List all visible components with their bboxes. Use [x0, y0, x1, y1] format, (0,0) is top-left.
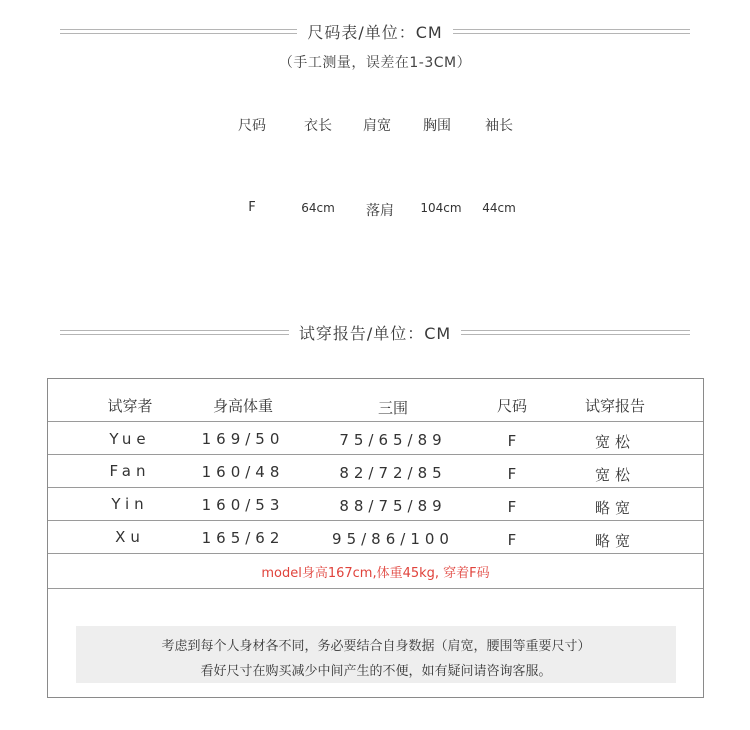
- row-divider: [48, 421, 703, 422]
- body-measurements: 75/65/89: [339, 431, 447, 449]
- model-note: model身高167cm,体重45kg, 穿着F码: [261, 566, 490, 581]
- size: F: [507, 531, 517, 549]
- trial-report-header: [60, 320, 690, 344]
- row-divider: [48, 487, 703, 488]
- size-chart-title: 尺码表/单位：CM: [307, 22, 443, 42]
- tester-name: Yue: [109, 430, 151, 448]
- height-weight: 165/62: [201, 529, 285, 547]
- chest-col-header: 胸围: [423, 118, 451, 134]
- body-measurements: 95/86/100: [332, 530, 454, 548]
- sizing-advice-line-2: 看好尺寸在购买减少中间产生的不便，如有疑问请咨询客服。: [200, 664, 552, 679]
- length-col-header: 衣长: [304, 118, 332, 134]
- chest-value: 104cm: [420, 201, 462, 215]
- size-chart-header: [60, 19, 690, 43]
- size-col-header: 尺码: [496, 397, 527, 415]
- divider-left: [60, 29, 297, 34]
- row-divider: [48, 520, 703, 521]
- size: F: [507, 498, 517, 516]
- row-divider: [48, 454, 703, 455]
- shoulder-col-header: 肩宽: [363, 118, 391, 134]
- size-value: F: [248, 200, 256, 215]
- size: F: [507, 465, 517, 483]
- sleeve-value: 44cm: [482, 201, 516, 215]
- length-value: 64cm: [301, 201, 335, 215]
- row-divider: [48, 553, 703, 554]
- height-weight: 160/48: [201, 463, 285, 481]
- fit-report: 略宽: [594, 532, 635, 550]
- body-measurements: 82/72/85: [339, 464, 447, 482]
- shoulder-value: 落肩: [366, 203, 394, 219]
- size-col-header: 尺码: [238, 118, 266, 134]
- divider-left: [60, 330, 289, 335]
- tester-name: Yin: [111, 495, 149, 513]
- tester-name: Fan: [109, 462, 151, 480]
- tester-col-header: 试穿者: [107, 397, 153, 415]
- trial-report-title: 试穿报告/单位：CM: [298, 323, 452, 343]
- measurements-col-header: 三围: [377, 399, 408, 417]
- sizing-advice-box: [76, 626, 676, 683]
- row-divider: [48, 588, 703, 589]
- divider-right: [453, 29, 690, 34]
- fit-report: 宽松: [594, 466, 635, 484]
- height-weight-col-header: 身高体重: [212, 397, 273, 415]
- fit-report: 略宽: [594, 499, 635, 517]
- size: F: [507, 432, 517, 450]
- height-weight: 169/50: [201, 430, 285, 448]
- report-col-header: 试穿报告: [584, 397, 645, 415]
- fit-report: 宽松: [594, 433, 635, 451]
- sizing-advice-line-1: 考虑到每个人身材各不同，务必要结合自身数据（肩宽，腰围等重要尺寸）: [161, 639, 591, 654]
- sleeve-col-header: 袖长: [485, 118, 513, 134]
- height-weight: 160/53: [201, 496, 285, 514]
- trial-report-table: [47, 378, 704, 698]
- body-measurements: 88/75/89: [339, 497, 447, 515]
- tester-name: Xu: [115, 528, 145, 546]
- divider-right: [461, 330, 690, 335]
- measurement-note: （手工测量，误差在1-3CM）: [278, 55, 472, 71]
